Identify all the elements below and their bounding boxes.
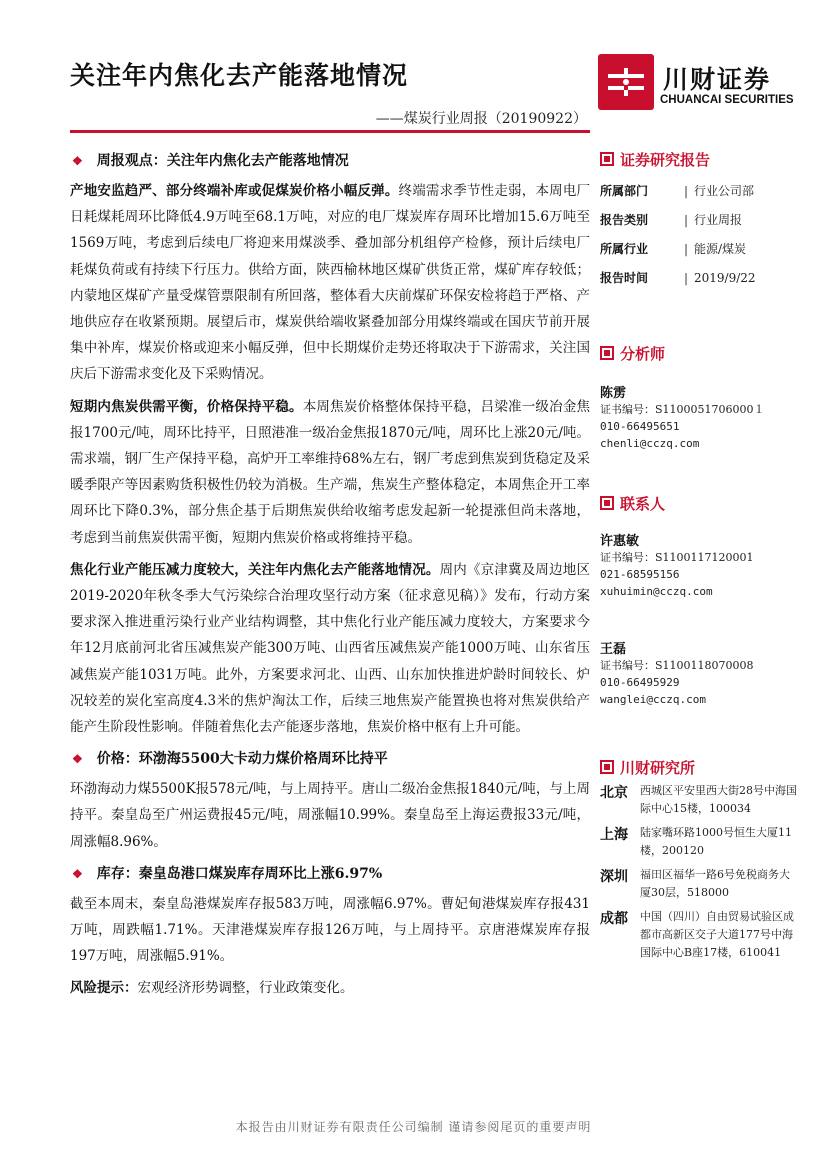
paragraph-coke: 短期内焦炭供需平衡，价格保持平稳。本周焦炭价格整体保持平稳，吕梁准一级冶金焦报1700元/吨，周环比持平，日照港准一级冶金焦报1870元/吨，周环比上涨20元/吨。需求端，钢厂生产保持平稳，高炉开工率维持68%左右，钢厂考虑到焦炭到货稳定及采暖季限产等因素购货积极性仍较为消极。生产端，焦炭生产整体稳定，本周焦企开工率周环比下降0.3%，部分焦企基于后期焦炭供给收缩考虑发起新一轮提涨但尚未落地，考虑到当前焦炭供需平衡，短期内焦炭价格或将维持平稳。: [70, 398, 591, 546]
report-heading: 证券研究报告: [600, 148, 800, 170]
diamond-bullet-icon: ❖: [72, 866, 83, 881]
paragraph-inventory: 截至本周末，秦皇岛港煤炭库存报583万吨，周涨幅6.97%。曹妃甸港煤炭库存报431万吨，周跌幅1.71%。天津港煤炭库存报126万吨，与上周持平。京唐港煤炭库存报197万吨，周涨幅5.91%。: [70, 895, 590, 965]
contact-email: wanglei@cczq.com: [600, 693, 706, 706]
office-shenzhen: 深圳 福田区福华一路6号免税商务大厦30层，518000: [600, 868, 790, 899]
logo-english-name: CHUANCAI SECURITIES: [660, 94, 794, 106]
paragraph-capacity: 焦化行业产能压减力度较大，关注年内焦化去产能落地情况。周内《京津冀及周边地区2019-2020年秋冬季大气污染综合治理攻坚行动方案（征求意见稿）》发布，行动方案要求深入推进重污染行业产业结构调整，其中焦化行业产能压减力度较大，方案要求今年12月底前河北省压减焦炭产能300万吨、山西省压减焦炭产能1000万吨、山东省压减焦炭产能1031万吨。此外，方案要求河北、山西、山东加快推进炉龄时间较长、炉况较差的炭化室高度4.3米的焦炉淘汰工作，后续三地焦炭产能置换也将对焦炭供给产能产生阶段性影响。伴随着焦化去产能逐步落地，焦炭价格中枢有上升可能。: [70, 561, 591, 736]
contact-email: xuhuimin@cczq.com: [600, 585, 713, 598]
logo-chinese-name: 川财证券: [663, 65, 772, 94]
info-row-industry: 所属行业 | 能源/煤炭: [600, 241, 747, 256]
document-icon: [600, 346, 614, 360]
info-row-category: 报告类别 | 行业周报: [600, 212, 743, 227]
document-icon: [600, 760, 614, 774]
analyst-cert: 证书编号：S1100051706000１: [600, 403, 765, 416]
company-logo: [598, 54, 798, 114]
paragraph-supply: 产地安监趋严、部分终端补库或促煤炭价格小幅反弹。终端需求季节性走弱，本周电厂日耗煤耗周环比降低4.9万吨至68.1万吨，对应的电厂煤炭库存周环比增加15.6万吨至1569万吨，考虑到后续电厂将迎来用煤淡季、叠加部分机组停产检修，预计后续电厂耗煤负荷或有持续下行压力。供给方面，陕西榆林地区煤矿供货正常，煤矿库存较低；内蒙地区煤矿产量受煤管票限制有所回落，整体看大庆前煤矿环保安检将趋于严格、产地供应存在收紧预期。展望后市，煤炭供给端收紧叠加部分用煤终端或在国庆节前开展集中补库，煤炭价格或迎来小幅反弹，但中长期煤价走势还将取决于下游需求，关注国庆后下游需求变化及下采购情况。: [70, 183, 591, 383]
paragraph-price: 环渤海动力煤5500K报578元/吨，与上周持平。唐山二级冶金焦报1840元/吨，与上周持平。秦皇岛至广州运费报45元/吨，周涨幅10.99%。秦皇岛至上海运费报33元/吨，周涨幅8.96%。: [70, 781, 590, 850]
contact-phone: 010-66495929: [600, 676, 680, 689]
document-icon: [600, 496, 614, 510]
document-icon: [600, 152, 614, 166]
diamond-bullet-icon: ❖: [72, 752, 83, 767]
office-beijing: 北京 西城区平安里西大街28号中海国际中心15楼，100034: [600, 784, 797, 815]
contact-name: 许惠敏: [600, 534, 640, 549]
page-title: 关注年内焦化去产能落地情况: [70, 61, 409, 90]
sidebar: [600, 148, 800, 968]
contact-cert: 证书编号：S1100118070008: [600, 659, 754, 672]
analyst-phone: 010-66495651: [600, 420, 680, 433]
analyst-email: chenli@cczq.com: [600, 437, 700, 450]
header-divider: [70, 130, 590, 133]
section-heading-inventory: ❖ 库存：秦皇岛港口煤炭库存周环比上涨6.97%: [70, 861, 590, 887]
info-row-date: 报告时间 | 2019/9/22: [600, 270, 756, 285]
main-content: [70, 148, 590, 1008]
contact-heading: 联系人: [600, 492, 800, 514]
analyst-heading: 分析师: [600, 342, 800, 364]
office-chengdu: 成都 中国（四川）自由贸易试验区成都市高新区交子大道177号中海国际中心B座17楼，610041: [600, 910, 794, 959]
page-subtitle: ——煤炭行业周报（20190922）: [375, 111, 587, 127]
diamond-bullet-icon: ❖: [72, 153, 83, 168]
analyst-name: 陈雳: [600, 386, 627, 401]
office-shanghai: 上海 陆家嘴环路1000号恒生大厦11楼，200120: [600, 826, 792, 857]
page-footer: 本报告由川财证券有限责任公司编制 谨请参阅尾页的重要声明: [235, 1120, 592, 1134]
institute-heading: 川财研究所: [600, 756, 800, 778]
logo-mark-icon: [598, 54, 654, 110]
section-heading-price: ❖ 价格：环渤海5500大卡动力煤价格周环比持平: [70, 746, 590, 772]
contact-phone: 021-68595156: [600, 568, 680, 581]
risk-warning: 风险提示：宏观经济形势调整，行业政策变化。: [70, 980, 354, 997]
contact-cert: 证书编号：S1100117120001: [600, 551, 754, 564]
section-heading-view: ❖ 周报观点：关注年内焦化去产能落地情况: [70, 148, 590, 174]
contact-name: 王磊: [600, 642, 627, 657]
info-row-department: 所属部门 | 行业公司部: [600, 183, 755, 198]
